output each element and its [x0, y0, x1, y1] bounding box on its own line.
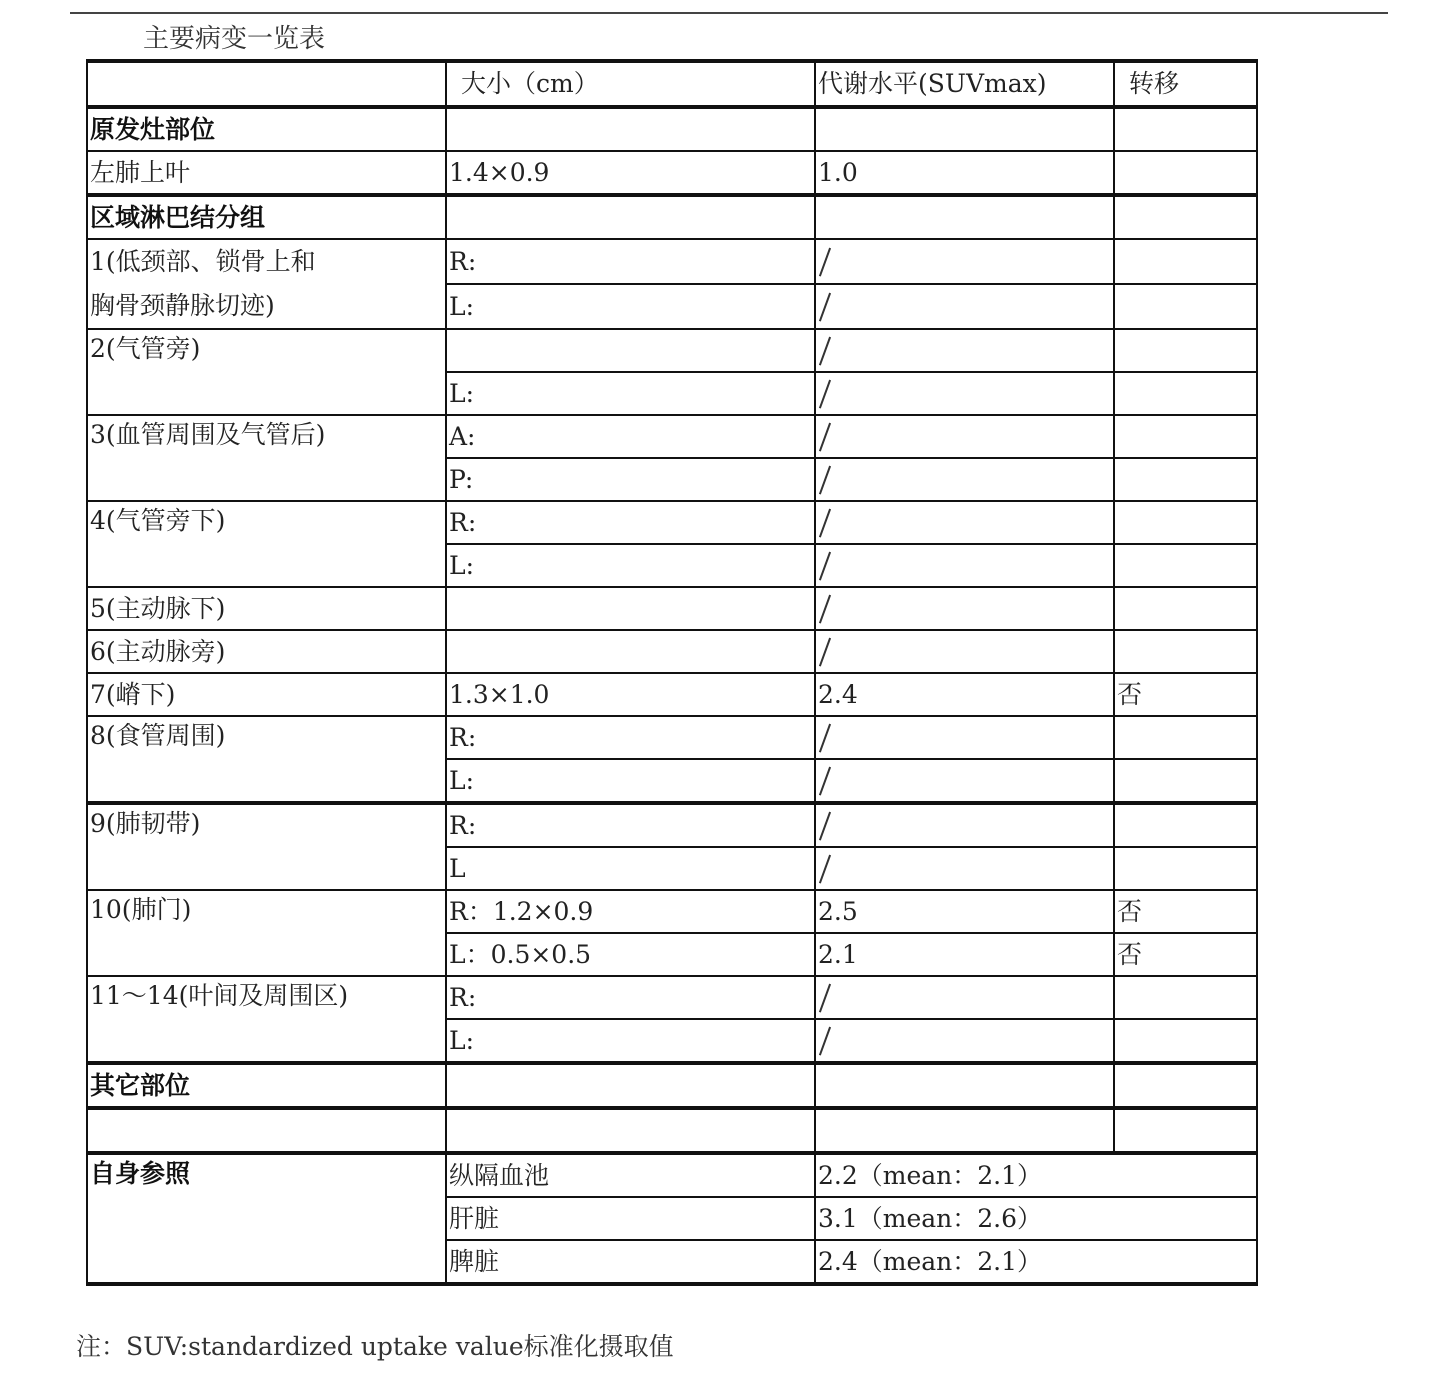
cell [1114, 107, 1257, 151]
organ-cell: 脾脏 [446, 1240, 815, 1284]
slash-mark [818, 722, 832, 754]
footnote: 注：SUV:standardized uptake value标准化摄取值 [76, 1332, 674, 1361]
metastasis-cell [1114, 759, 1257, 803]
slash-mark [818, 765, 832, 797]
metastasis-cell [1114, 630, 1257, 673]
suv-cell [815, 415, 1114, 458]
table-row [87, 716, 1257, 759]
size-cell: L：0.5×0.5 [446, 933, 815, 976]
suv-cell [815, 759, 1114, 803]
group-label-10: 10(肺门) [87, 890, 446, 976]
slash-mark [818, 507, 832, 539]
metastasis-cell [1114, 716, 1257, 759]
section-row-lymph [87, 195, 1257, 239]
metastasis-cell [1114, 544, 1257, 587]
reference-value-cell: 3.1（mean：2.6） [815, 1197, 1257, 1240]
metastasis-cell [1114, 239, 1257, 284]
table-row [87, 630, 1257, 673]
slash-mark [818, 291, 832, 323]
table-caption: 主要病变一览表 [143, 24, 326, 54]
group-label-1 [87, 239, 446, 329]
organ-cell: 纵隔血池 [446, 1153, 815, 1197]
metastasis-cell [1114, 284, 1257, 329]
size-cell: R: [446, 716, 815, 759]
metastasis-cell: 否 [1114, 933, 1257, 976]
group-label-6: 6(主动脉旁) [87, 630, 446, 673]
size-cell: L: [446, 1019, 815, 1063]
suv-cell [815, 501, 1114, 544]
group-label-11-14: 11～14(叶间及周围区) [87, 976, 446, 1063]
site-cell [87, 1108, 446, 1153]
section-row-other [87, 1063, 1257, 1108]
suv-cell [815, 544, 1114, 587]
cell [815, 1063, 1114, 1108]
group-label-5: 5(主动脉下) [87, 587, 446, 630]
size-cell: 1.3×1.0 [446, 673, 815, 716]
group-label-7: 7(嵴下) [87, 673, 446, 716]
header-cell-suv: 代谢水平(SUVmax) [815, 61, 1114, 107]
section-title: 其它部位 [87, 1063, 446, 1108]
section-row-primary [87, 107, 1257, 151]
group-label-4: 4(气管旁下) [87, 501, 446, 587]
slash-mark [818, 853, 832, 885]
section-title: 区域淋巴结分组 [87, 195, 446, 239]
slash-mark [818, 593, 832, 625]
table-row [87, 329, 1257, 372]
suv-cell [815, 716, 1114, 759]
site-cell: 左肺上叶 [87, 151, 446, 195]
cell [1114, 1063, 1257, 1108]
suv-cell [815, 847, 1114, 890]
header-row [87, 61, 1257, 107]
metastasis-cell: 否 [1114, 890, 1257, 933]
slash-mark [818, 982, 832, 1014]
slash-mark [818, 378, 832, 410]
size-cell [446, 329, 815, 372]
table-row [87, 803, 1257, 847]
suv-cell [815, 976, 1114, 1019]
metastasis-cell [1114, 372, 1257, 415]
slash-mark [818, 550, 832, 582]
group-label-line: 胸骨颈静脉切迹) [90, 291, 275, 320]
suv-cell [815, 239, 1114, 284]
metastasis-cell [1114, 501, 1257, 544]
slash-mark [818, 1025, 832, 1057]
table-row [87, 976, 1257, 1019]
size-cell [446, 1108, 815, 1153]
reference-value-cell: 2.4（mean：2.1） [815, 1240, 1257, 1284]
suv-cell: 2.5 [815, 890, 1114, 933]
slash-mark [818, 246, 832, 278]
suv-cell: 2.1 [815, 933, 1114, 976]
size-cell: L: [446, 372, 815, 415]
cell [446, 195, 815, 239]
cell [1114, 195, 1257, 239]
suv-cell [815, 329, 1114, 372]
reference-value-cell: 2.2（mean：2.1） [815, 1153, 1257, 1197]
suv-cell [815, 1108, 1114, 1153]
section-title-reference: 自身参照 [87, 1153, 446, 1284]
group-label-9: 9(肺韧带) [87, 803, 446, 890]
suv-cell [815, 803, 1114, 847]
table-row [87, 1108, 1257, 1153]
header-cell-size: 大小（cm） [446, 61, 815, 107]
size-cell: R: [446, 501, 815, 544]
cell [815, 107, 1114, 151]
table-row [87, 673, 1257, 716]
cell [446, 107, 815, 151]
size-cell: L: [446, 759, 815, 803]
size-cell [446, 630, 815, 673]
slash-mark [818, 464, 832, 496]
table-row [87, 890, 1257, 933]
header-cell-site [87, 61, 446, 107]
size-cell: R: [446, 803, 815, 847]
table-row [87, 239, 1257, 284]
suv-cell [815, 1019, 1114, 1063]
group-label-line: 1(低颈部、锁骨上和 [90, 247, 316, 276]
suv-cell: 1.0 [815, 151, 1114, 195]
size-cell: 1.4×0.9 [446, 151, 815, 195]
group-label-3: 3(血管周围及气管后) [87, 415, 446, 501]
lesion-summary-table [86, 59, 1258, 1286]
suv-cell [815, 630, 1114, 673]
header-cell-metastasis: 转移 [1114, 61, 1257, 107]
size-cell: L: [446, 284, 815, 329]
metastasis-cell [1114, 803, 1257, 847]
cell [446, 1063, 815, 1108]
size-cell: L [446, 847, 815, 890]
table-row [87, 501, 1257, 544]
size-cell: R: [446, 976, 815, 1019]
table-row [87, 415, 1257, 458]
size-cell: P: [446, 458, 815, 501]
table-row [87, 587, 1257, 630]
metastasis-cell [1114, 976, 1257, 1019]
table-row [87, 1153, 1257, 1197]
table-row [87, 151, 1257, 195]
size-cell: A: [446, 415, 815, 458]
slash-mark [818, 636, 832, 668]
suv-cell [815, 284, 1114, 329]
group-label-2: 2(气管旁) [87, 329, 446, 415]
size-cell: R: [446, 239, 815, 284]
slash-mark [818, 335, 832, 367]
slash-mark [818, 810, 832, 842]
size-cell [446, 587, 815, 630]
metastasis-cell [1114, 1108, 1257, 1153]
group-label-8: 8(食管周围) [87, 716, 446, 803]
metastasis-cell [1114, 415, 1257, 458]
metastasis-cell [1114, 458, 1257, 501]
metastasis-cell: 否 [1114, 673, 1257, 716]
suv-cell: 2.4 [815, 673, 1114, 716]
metastasis-cell [1114, 587, 1257, 630]
top-rule [70, 12, 1388, 14]
metastasis-cell [1114, 1019, 1257, 1063]
metastasis-cell [1114, 151, 1257, 195]
cell [815, 195, 1114, 239]
organ-cell: 肝脏 [446, 1197, 815, 1240]
metastasis-cell [1114, 847, 1257, 890]
suv-cell [815, 587, 1114, 630]
suv-cell [815, 458, 1114, 501]
slash-mark [818, 421, 832, 453]
section-title: 原发灶部位 [87, 107, 446, 151]
size-cell: L: [446, 544, 815, 587]
metastasis-cell [1114, 329, 1257, 372]
size-cell: R：1.2×0.9 [446, 890, 815, 933]
suv-cell [815, 372, 1114, 415]
